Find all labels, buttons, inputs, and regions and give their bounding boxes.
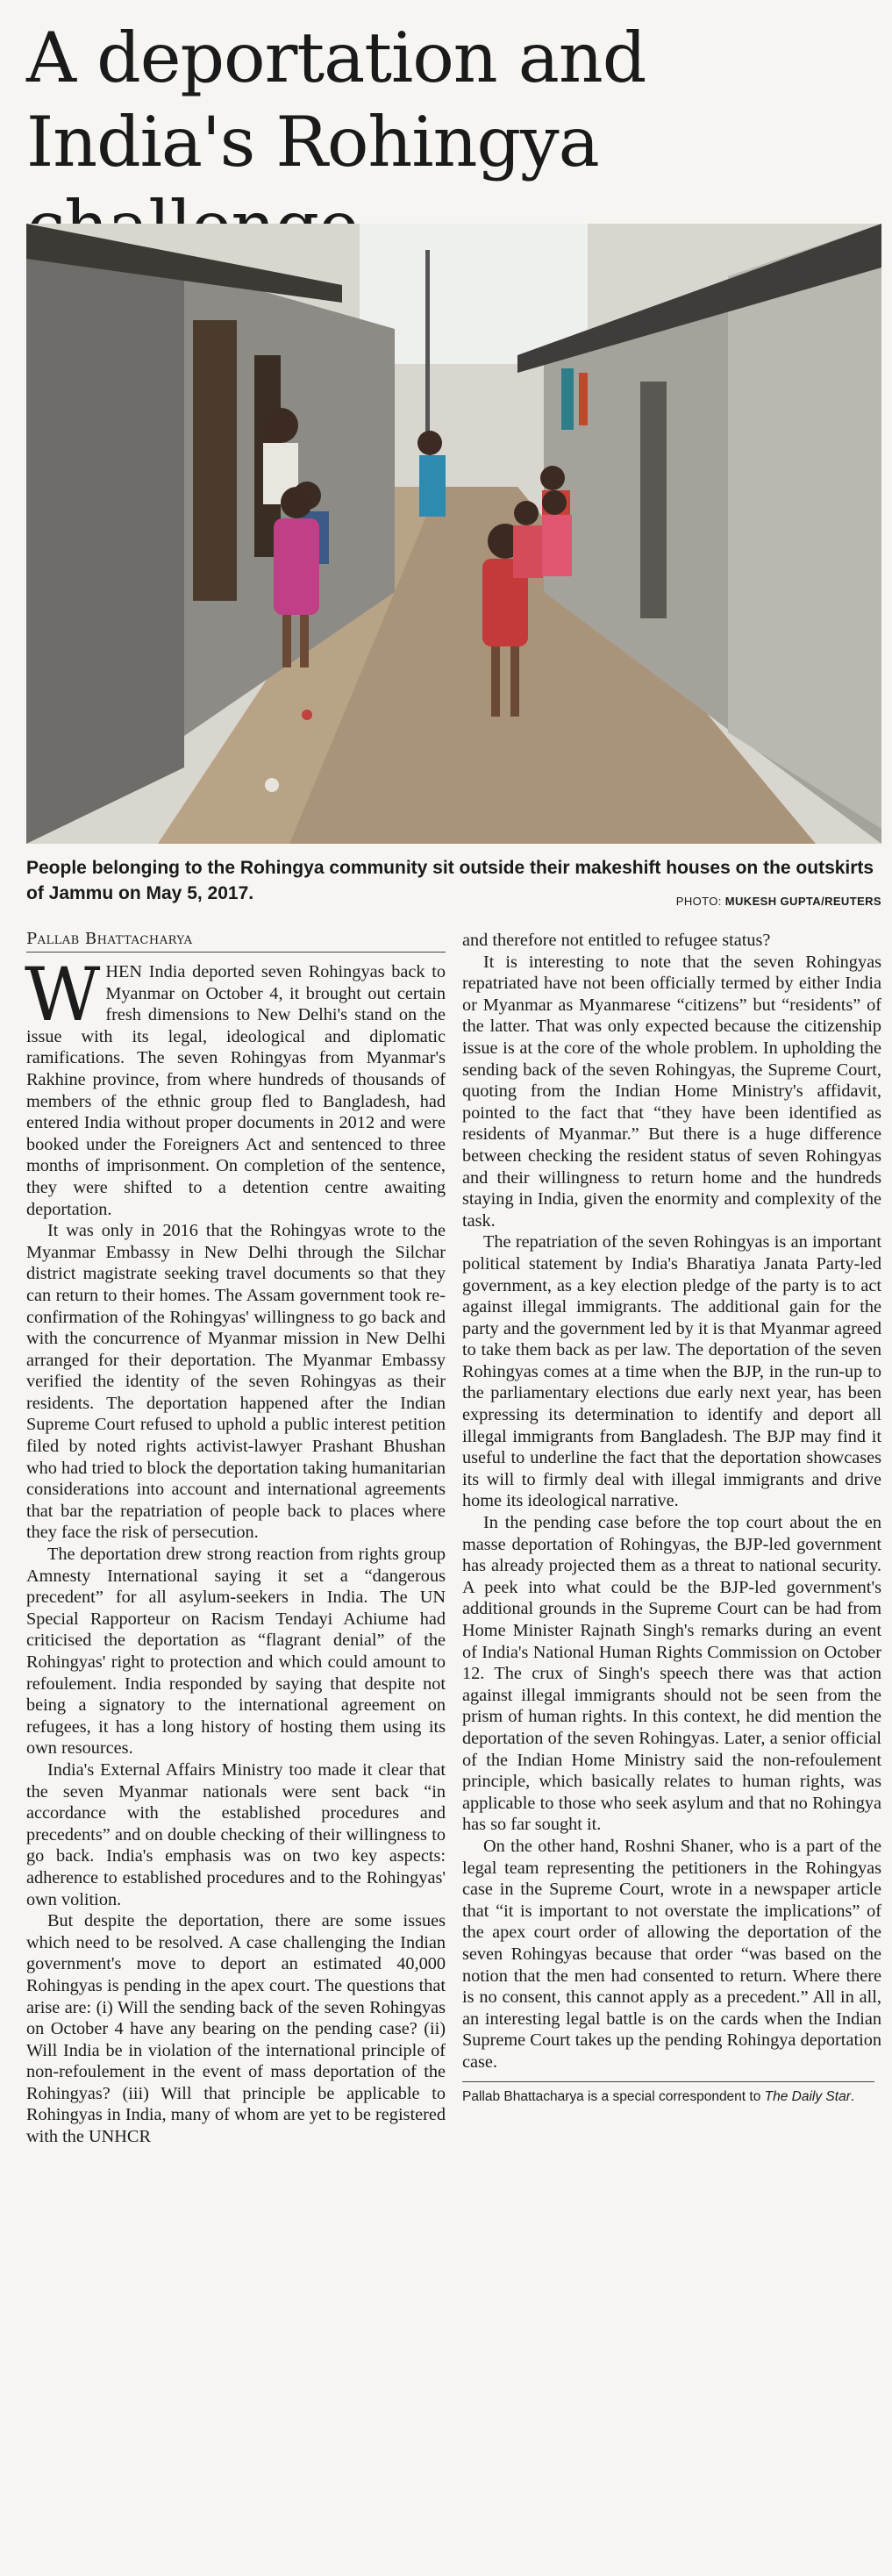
- photo-illustration: [26, 224, 881, 844]
- drop-cap: W: [25, 952, 101, 1038]
- credit-name: MUKESH GUPTA/REUTERS: [724, 895, 881, 908]
- paragraph: It was only in 2016 that the Rohingyas wrote to the Myanmar Embassy in New Delhi through the Silchar district magistrate seeking travel documents so that they can return to their homes. The Assam government took re-confirmation of the Rohingyas' willingness to go back and with the concurrence of Myanmar mission in New Delhi arranged for their deportation. The Myanmar Embassy verified the identity of the seven Rohingyas as their residents. The deportation happened after the Indian Supreme Court refused to uphold a public interest petition filed by noted rights activist-lawyer Prashant Bhushan who had tried to block the deportation taking humanitarian considerations into account and international agreements that bar the repatriation of people back to places where they face the risk of persecution.: [26, 1221, 446, 1543]
- article-column-right: [462, 930, 881, 2148]
- article-photo: [26, 224, 881, 844]
- paragraph: India's External Affairs Ministry too made it clear that the seven Myanmar nationals were sent back “in accordance with the established procedures and precedents” and on double checking of their willingness to go back. India's emphasis was on two key aspects: adherence to established procedures and to the Rohingyas' own volition.: [26, 1759, 446, 1909]
- credit-prefix: PHOTO:: [675, 895, 725, 908]
- paragraph: On the other hand, Roshni Shaner, who is a part of the legal team representing the petitioners in the Rohingyas case in the Supreme Court, wrote in a newspaper article that “it is important to not overstate the implications” of the apex court order of allowing the deportation of the seven Rohingyas because that order “was based on the notion that the men had consented to return. Where there is no consent, this cannot apply as a precedent.” All in all, an interesting legal battle is on the cards when the Indian Supreme Court takes up the pending Rohingya deportation case.: [462, 1836, 881, 2072]
- author-bio: [462, 2081, 874, 2106]
- photo-caption: [26, 855, 881, 914]
- caption-text: People belonging to the Rohingya community sit outside their makeshift houses on the outskirts of Jammu on May 5, 2017.: [26, 858, 874, 903]
- paragraph: The deportation drew strong reaction from rights group Amnesty International saying it set a “dangerous precedent” for all asylum-seekers in India. The UN Special Rapporteur on Racism Tendayi Achiume had criticised the deportation as “flagrant denial” of the Rohingyas' right to protection and which could amount to refoulement. India responded by saying that despite not being a signatory to the international agreement on refugees, it has a long history of hosting them using its own resources.: [26, 1545, 446, 1759]
- paragraph: In the pending case before the top court about the en masse deportation of Rohingyas, the BJP-led government has already projected them as a threat to national security. A peek into what could be the BJP-led government's additional grounds in the Supreme Court can be had from Home Minister Rajnath Singh's remarks during an event of India's National Human Rights Commission on October 12. The crux of Singh's speech there was that action against illegal immigrants should not be seen from the prism of human rights. In this context, he did mention the deportation of the seven Rohingyas. Later, a senior official of the Indian Home Ministry said the non-refoulement principle, which basically relates to human rights, was applicable to those who seek asylum and that no Rohingya has so far sought it.: [462, 1513, 881, 1835]
- bio-end: .: [850, 2089, 855, 2105]
- bio-publication: The Daily Star: [764, 2089, 851, 2105]
- paragraph-continuation: and therefore not entitled to refugee status?: [462, 931, 771, 950]
- paragraph: It is interesting to note that the seven Rohingyas repatriated have not been officially termed by either India or Myanmar as Myanmarese “citizens” but “residents” of the latter. That was only expected because the citizenship issue is at the core of the whole problem. In upholding the sending back of the seven Rohingyas, the Supreme Court, quoting from the Indian Home Ministry's affidavit, pointed to the fact that “they have been identified as residents of Myanmar.” But there is a huge difference between checking the resident status of seven Rohingyas and their willingness to return home and the hundreds staying in India, given the enormity and complexity of the task.: [462, 952, 881, 1231]
- byline: Pallab Bhattacharya: [26, 930, 446, 953]
- article-body: [26, 930, 881, 2148]
- photo-credit: [676, 888, 881, 914]
- paragraph: The repatriation of the seven Rohingyas is an important political statement by India's Bharatiya Janata Party-led government, as a key election pledge of the party is to act against illegal immigrants. The additional gain for the party and the government led by it is that Myanmar agreed to take them back as per law. The deportation of the seven Rohingyas comes at a time when the BJP, in the run-up to the parliamentary elections due early next year, has been expressing its determination to identify and deport all illegal immigrants from Bangladesh. The BJP may find it useful to underline the fact that the deportation showcases its will to firmly deal with illegal immigrants and drive home its ideological narrative.: [462, 1232, 881, 1511]
- headline: A deportation and India's Rohingya: [26, 18, 646, 182]
- paragraph: [25, 952, 446, 1220]
- bio-text: Pallab Bhattacharya is a special correspondent to: [462, 2089, 765, 2105]
- paragraph: But despite the deportation, there are some issues which need to be resolved. A case challenging the Indian government's move to deport an estimated 40,000 Rohingyas is pending in the apex court. The questions that arise are: (i) Will the sending back of the seven Rohingyas on October 4 have any bearing on the pending case? (ii) Will India be in violation of the international principle of non-refoulement in the event of mass deportation of the Rohingyas? (iii) Will that principle be applicable to Rohingyas in India, many of whom are yet to be registered with the UNHCR: [26, 1911, 446, 2147]
- paragraph-text: HEN India deported seven Rohingyas back to Myanmar on October 4, it brought out certain fresh dimensions to New Delhi's stand on the issue with its legal, ideological and diplomatic ramifications. The seven Rohingyas from Myanmar's Rakhine province, from where hundreds of thousands of members of the ethnic group fled to Bangladesh, had entered India without proper documents in 2012 and were booked under the Foreigners Act and sentenced to three months of imprisonment. On completion of the sentence, they were shifted to a detention centre awaiting deportation.: [26, 962, 446, 1219]
- article-column-left: [26, 930, 446, 2148]
